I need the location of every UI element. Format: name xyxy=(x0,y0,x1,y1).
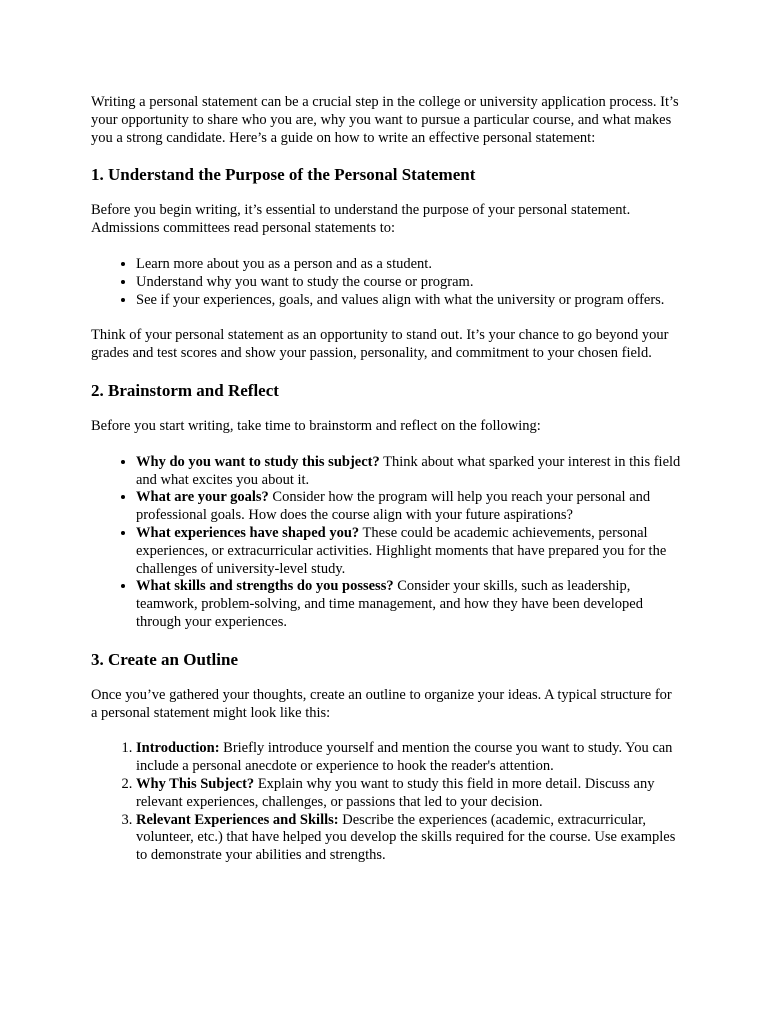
list-item: • Learn more about you as a person and as a student. xyxy=(136,256,681,274)
list-item-text: Consider your skills, such as leadership, teamwork, problem-solving, and time management, and how they have been developed through your experiences. xyxy=(136,578,643,630)
list-item-text: Consider how the program will help you reach your personal and professional goals. How does the course align with your future aspirations? xyxy=(136,489,651,524)
list-item-bold: What are your goals? xyxy=(136,489,269,506)
list-item xyxy=(136,525,681,578)
list-item-bold: Introduction: xyxy=(136,740,220,757)
list-item-text: Briefly introduce yourself and mention the course you want to study. You can include a personal anecdote or experience to hook the reader's attention. xyxy=(136,740,673,775)
section-1-paragraph: Before you begin writing, it’s essential to understand the purpose of your personal statement. Admissions committees read personal statements to: xyxy=(91,202,631,237)
list-item-text: Describe the experiences (academic, extracurricular, volunteer, etc.) that have helped you develop the skills required for the course. Use examples to demonstrate your abilities and strengths. xyxy=(136,811,676,864)
document-body xyxy=(91,94,681,865)
intro-paragraph: Writing a personal statement can be a crucial step in the college or university application process. It’s your opportunity to share who you are, why you want to pursue a particular course, and what makes you a strong candidate. Here’s a guide on how to write an effective personal statement: xyxy=(91,94,679,146)
list-item xyxy=(136,812,681,865)
list-item-text: Explain why you want to study this field in more detail. Discuss any relevant experiences, challenges, or passions that led to your decision. xyxy=(136,775,655,810)
list-item xyxy=(136,578,681,631)
list-item xyxy=(136,489,681,525)
section-1-bullet-list xyxy=(91,256,681,309)
section-3-numbered-list xyxy=(91,740,681,865)
section-3-heading: 3. Create an Outline xyxy=(91,649,239,669)
list-item-bold: Why This Subject? xyxy=(136,775,255,792)
list-item xyxy=(136,776,681,812)
section-3-paragraph: Once you’ve gathered your thoughts, create an outline to organize your ideas. A typical structure for a personal statement might look like this: xyxy=(91,686,672,721)
list-item: • Understand why you want to study the course or program. xyxy=(136,274,681,292)
list-item xyxy=(136,454,681,490)
section-1-heading: 1. Understand the Purpose of the Personal Statement xyxy=(91,165,476,185)
list-item-text: These could be academic achievements, personal experiences, or extracurricular activities. Highlight moments that have prepared you for the challenges of university-level study. xyxy=(136,524,667,577)
list-item xyxy=(136,740,681,776)
list-item: • See if your experiences, goals, and values align with what the university or program offers. xyxy=(136,292,681,310)
list-item-bold: Relevant Experiences and Skills: xyxy=(136,811,339,828)
list-item-bold: Why do you want to study this subject? xyxy=(136,453,380,470)
list-item-text: Think about what sparked your interest in this field and what excites you about it. xyxy=(136,453,681,488)
section-2-heading: 2. Brainstorm and Reflect xyxy=(91,380,279,400)
list-item-bold: What experiences have shaped you? xyxy=(136,524,360,541)
section-2-bullet-list xyxy=(91,454,681,632)
section-1-closing-paragraph: Think of your personal statement as an opportunity to stand out. It’s your chance to go beyond your grades and test scores and show your passion, personality, and commitment to your chosen field. xyxy=(91,327,669,362)
list-item-bold: What skills and strengths do you possess? xyxy=(136,578,394,595)
section-2-paragraph: Before you start writing, take time to brainstorm and reflect on the following: xyxy=(91,417,541,434)
